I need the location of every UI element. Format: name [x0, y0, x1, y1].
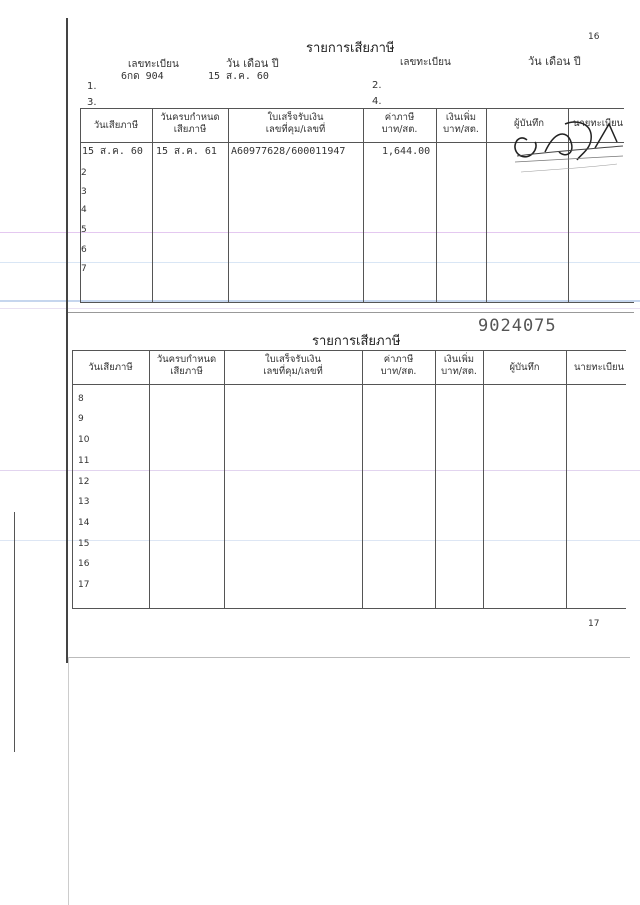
row1-tax-date: 15 ส.ค. 60	[82, 146, 143, 157]
row-number: 8	[78, 394, 84, 404]
page-number-top: 16	[588, 32, 600, 42]
row-number: 7	[81, 264, 87, 274]
stamp-number: 9024075	[478, 316, 557, 336]
row-number: 10	[78, 435, 90, 445]
hdr2-tax-date: วันเสียภาษี	[88, 362, 133, 373]
hdr2-extra: เงินเพิ่ม บาท/สต.	[441, 354, 477, 378]
hdr-tax: ค่าภาษี บาท/สต.	[381, 112, 418, 136]
row1-due-date: 15 ส.ค. 61	[156, 146, 217, 157]
hdr2-receipt: ใบเสร็จรับเงิน เลขที่คุม/เลขที่	[263, 354, 323, 378]
reg-label-right: เลขทะเบียน	[400, 57, 451, 68]
hdr-extra: เงินเพิ่ม บาท/สต.	[443, 112, 479, 136]
row-number: 17	[78, 580, 90, 590]
hdr-receipt: ใบเสร็จรับเงิน เลขที่คุม/เลขที่	[265, 112, 326, 136]
row-number: 2	[81, 168, 87, 178]
hdr2-due-date: วันครบกำหนด เสียภาษี	[156, 354, 217, 378]
binding-line	[66, 18, 68, 663]
section2-title: รายการเสียภาษี	[312, 334, 401, 349]
signature-icon	[505, 112, 630, 182]
hdr-tax-date: วันเสียภาษี	[93, 120, 139, 131]
page-number-bottom: 17	[588, 619, 600, 629]
list-num-4: 4.	[372, 96, 382, 107]
row-number: 3	[81, 187, 87, 197]
hdr2-tax: ค่าภาษี บาท/สต.	[380, 354, 417, 378]
date-label-left: วัน เดือน ปี	[226, 57, 279, 70]
date-label-right: วัน เดือน ปี	[528, 55, 581, 68]
row-number: 13	[78, 497, 90, 507]
row1-receipt: A60977628/600011947	[231, 146, 346, 157]
row1-amount: 1,644.00	[382, 146, 431, 157]
row-number: 11	[78, 456, 90, 466]
row-number: 6	[81, 245, 87, 255]
row-number: 15	[78, 539, 90, 549]
binding-line-lower	[14, 512, 15, 752]
row-number: 14	[78, 518, 90, 528]
row-number: 9	[78, 414, 84, 424]
hdr-recorder: ผู้บันทึก	[513, 118, 545, 129]
hdr2-recorder: ผู้บันทึก	[509, 362, 540, 373]
row-number: 4	[81, 205, 87, 215]
hdr-registrar: นายทะเบียน	[572, 118, 624, 129]
entry-date: 15 ส.ค. 60	[208, 71, 269, 82]
list-num-3: 3.	[87, 97, 97, 108]
section1-title: รายการเสียภาษี	[306, 41, 395, 56]
list-num-1: 1.	[87, 81, 97, 92]
hdr2-registrar: นายทะเบียน	[573, 362, 625, 373]
entry-reg: 6กด 904	[121, 71, 164, 82]
reg-label-left: เลขทะเบียน	[128, 59, 179, 70]
list-num-2: 2.	[372, 80, 382, 91]
row-number: 16	[78, 559, 90, 569]
hdr-due-date: วันครบกำหนด เสียภาษี	[160, 112, 220, 136]
row-number: 5	[81, 225, 87, 235]
row-number: 12	[78, 477, 90, 487]
